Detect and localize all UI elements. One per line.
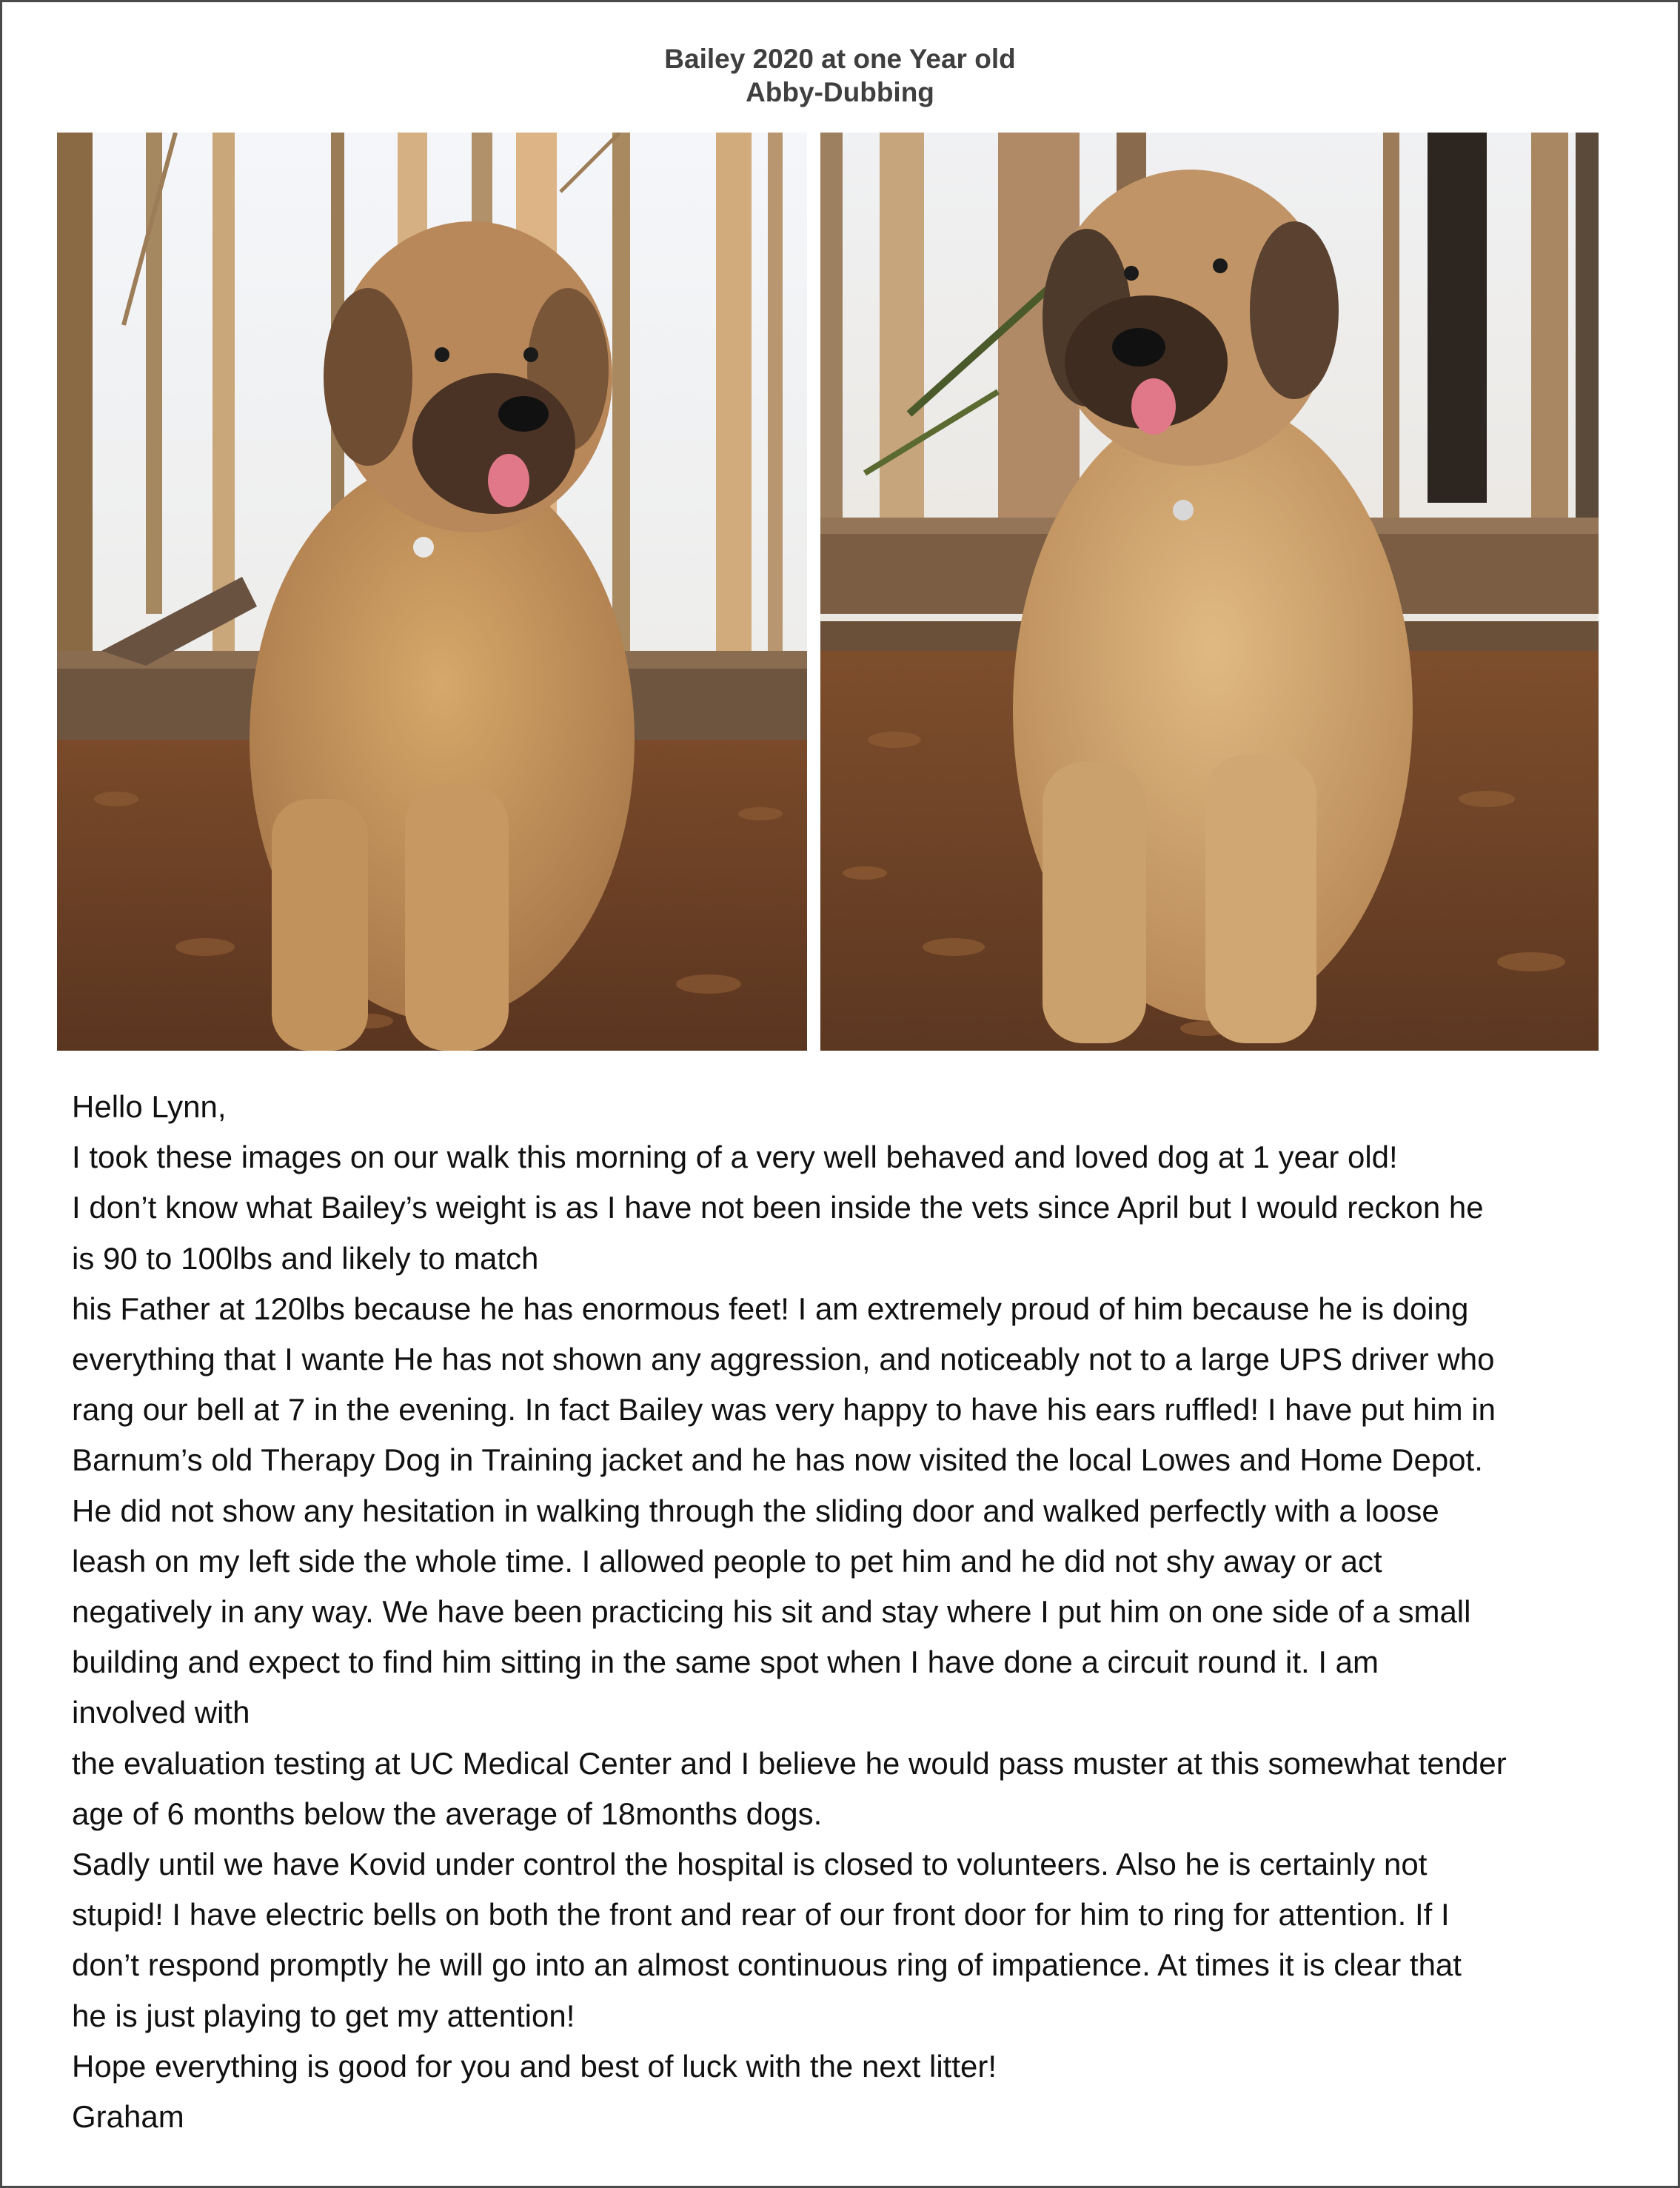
letter-line: I don’t know what Bailey’s weight is as I have not been inside the vets since April but I would reckon he	[72, 1190, 1484, 1225]
letter-line: leash on my left side the whole time. I allowed people to pet him and he did not shy away or act	[72, 1543, 1382, 1579]
letter-line: stupid! I have electric bells on both the front and rear of our front door for him to ring for attention. If I	[72, 1897, 1450, 1933]
letter-signature: Graham	[72, 2099, 184, 2135]
letter-line: involved with	[72, 1695, 250, 1730]
letter-line: Hello Lynn,	[72, 1089, 227, 1124]
photo-right	[820, 133, 1599, 1051]
letter-line: Sadly until we have Kovid under control the hospital is closed to volunteers. Also he is certainly not	[72, 1847, 1428, 1882]
letter-line: building and expect to find him sitting in the same spot when I have done a circuit round it. I am	[72, 1645, 1379, 1680]
letter-line: He did not show any hesitation in walking through the sliding door and walked perfectly with a loose	[72, 1493, 1439, 1528]
photo-left	[57, 133, 807, 1051]
letter-line: Barnum’s old Therapy Dog in Training jacket and he has now visited the local Lowes and Home Depot.	[72, 1442, 1483, 1478]
letter-line: rang our bell at 7 in the evening. In fact Bailey was very happy to have his ears ruffled! I have put him in	[72, 1392, 1496, 1428]
letter-line: his Father at 120lbs because he has enormous feet! I am extremely proud of him because he is doing	[72, 1291, 1469, 1326]
letter-line: he is just playing to get my attention!	[72, 1998, 575, 2033]
letter-line: I took these images on our walk this morning of a very well behaved and loved dog at 1 year old!	[72, 1140, 1398, 1175]
letter-line: is 90 to 100lbs and likely to match	[72, 1240, 539, 1276]
page-title: Bailey 2020 at one Year old	[664, 44, 1016, 74]
letter-line: everything that I wante He has not shown any aggression, and noticeably not to a large UPS driver who	[72, 1342, 1495, 1377]
letter-line: Hope everything is good for you and best of luck with the next litter!	[72, 2048, 997, 2084]
letter-body	[72, 1082, 1664, 2142]
letter-line: the evaluation testing at UC Medical Center and I believe he would pass muster at this somewhat tender	[72, 1745, 1507, 1781]
letter-line: don’t respond promptly he will go into an almost continuous ring of impatience. At times it is clear that	[72, 1947, 1462, 1983]
letter-line: age of 6 months below the average of 18months dogs.	[72, 1796, 823, 1831]
page-header	[2, 42, 1678, 109]
dog-photo-left-image	[57, 133, 807, 1051]
dog-photo-right-image	[820, 133, 1599, 1051]
page-subtitle: Abby-Dubbing	[746, 77, 934, 107]
letter-line: negatively in any way. We have been practicing his sit and stay where I put him on one side of a small	[72, 1594, 1471, 1630]
